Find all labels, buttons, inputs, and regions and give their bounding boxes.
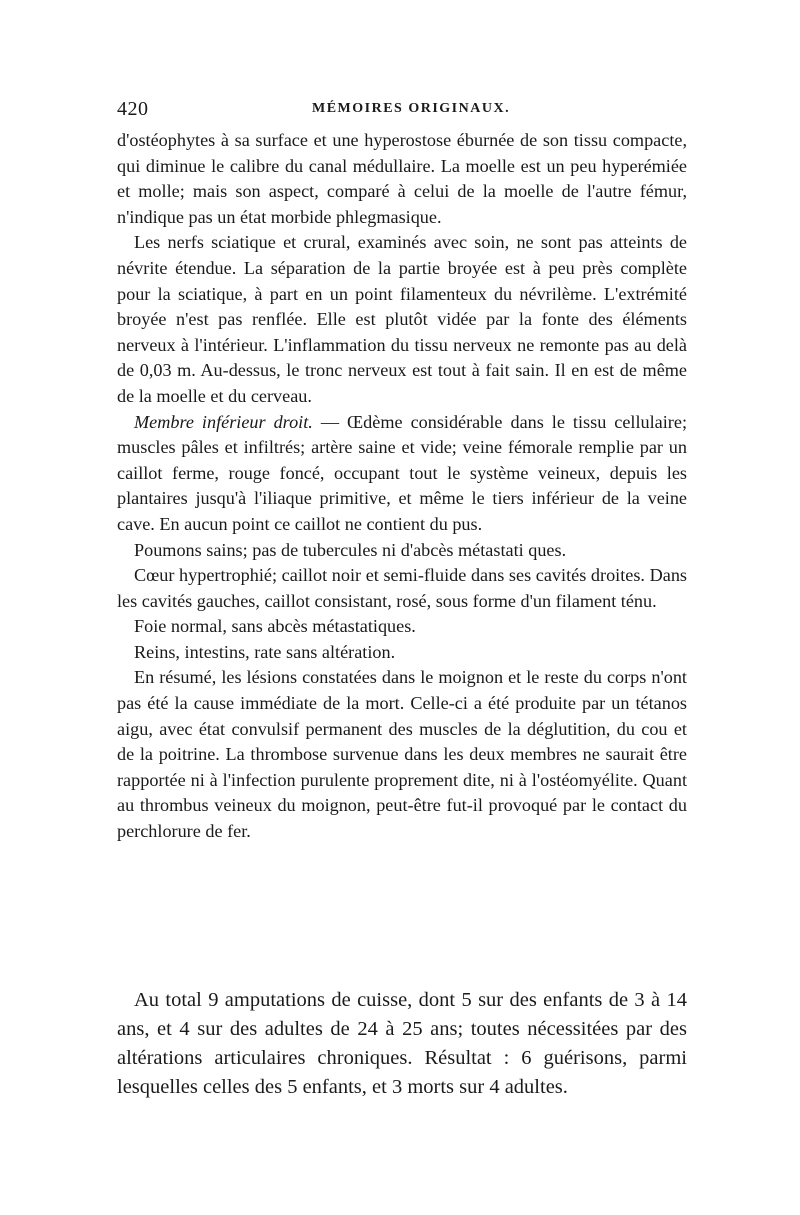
paragraph-1: d'ostéophytes à sa surface et une hyperostose éburnée de son tissu compacte, qui diminue le calibre du canal médullaire. La moelle est un peu hyperémiée et molle; mais son aspect, comparé à celui de la moelle de l'autre fémur, n'indique pas un état morbide phlegmasique.	[117, 130, 687, 227]
paragraph-5: Cœur hypertrophié; caillot noir et semi-fluide dans ses cavités droites. Dans les cavités gauches, caillot consistant, rosé, sous forme d'un filament ténu.	[117, 565, 687, 611]
page-header	[117, 98, 687, 122]
paragraph-2: Les nerfs sciatique et crural, examinés avec soin, ne sont pas atteints de névrite étendue. La séparation de la partie broyée est à peu près complète pour la sciatique, à part en un point filamenteux du névrilème. L'extrémité broyée n'est pas renflée. Elle est plutôt vidée par la fonte des éléments nerveux à l'intérieur. L'inflammation du tissu nerveux ne remonte pas au delà de 0,03 m. Au-dessus, le tronc nerveux est tout à fait sain. Il en est de même de la moelle et du cerveau.	[117, 232, 687, 406]
paragraph-4: Poumons sains; pas de tubercules ni d'abcès métastati ques.	[134, 539, 567, 560]
paragraph-8: En résumé, les lésions constatées dans le moignon et le reste du corps n'ont pas été la cause immédiate de la mort. Celle-ci a été produite par un tétanos aigu, avec état convulsif permanent des muscles de la déglutition, du cou et de la poitrine. La thrombose survenue dans les deux membres ne saurait être rapportée ni à l'infection purulente proprement dite, ni à l'ostéomyélite. Quant au thrombus veineux du moignon, peut-être fut-il provoqué par le contact du perchlorure de fer.	[117, 667, 687, 842]
page-number: 420	[117, 98, 149, 120]
paragraph-6: Foie normal, sans abcès métastatiques.	[134, 616, 416, 637]
paragraph-3-text: — Œdème considérable dans le tissu cellulaire; muscles pâles et infiltrés; artère saine et vide; veine fémorale remplie par un caillot ferme, rouge foncé, occupant tout le système veineux, depuis les plantaires jusqu'à l'iliaque primitive, et même le tiers inférieur de la veine cave. En aucun point ce caillot ne contient du pus.	[117, 411, 687, 534]
summary-note	[117, 986, 687, 1102]
running-head: MÉMOIRES ORIGINAUX.	[312, 101, 511, 116]
paragraph-3	[117, 410, 687, 538]
body-text	[117, 128, 687, 845]
summary-paragraph: Au total 9 amputations de cuisse, dont 5 sur des enfants de 3 à 14 ans, et 4 sur des adultes de 24 à 25 ans; toutes nécessitées par des altérations articulaires chroniques. Résultat : 6 guérisons, parmi lesquelles celles des 5 enfants, et 3 morts sur 4 adultes.	[117, 989, 687, 1098]
paragraph-3-lead: Membre inférieur droit.	[134, 411, 313, 432]
paragraph-7: Reins, intestins, rate sans altération.	[134, 641, 396, 662]
